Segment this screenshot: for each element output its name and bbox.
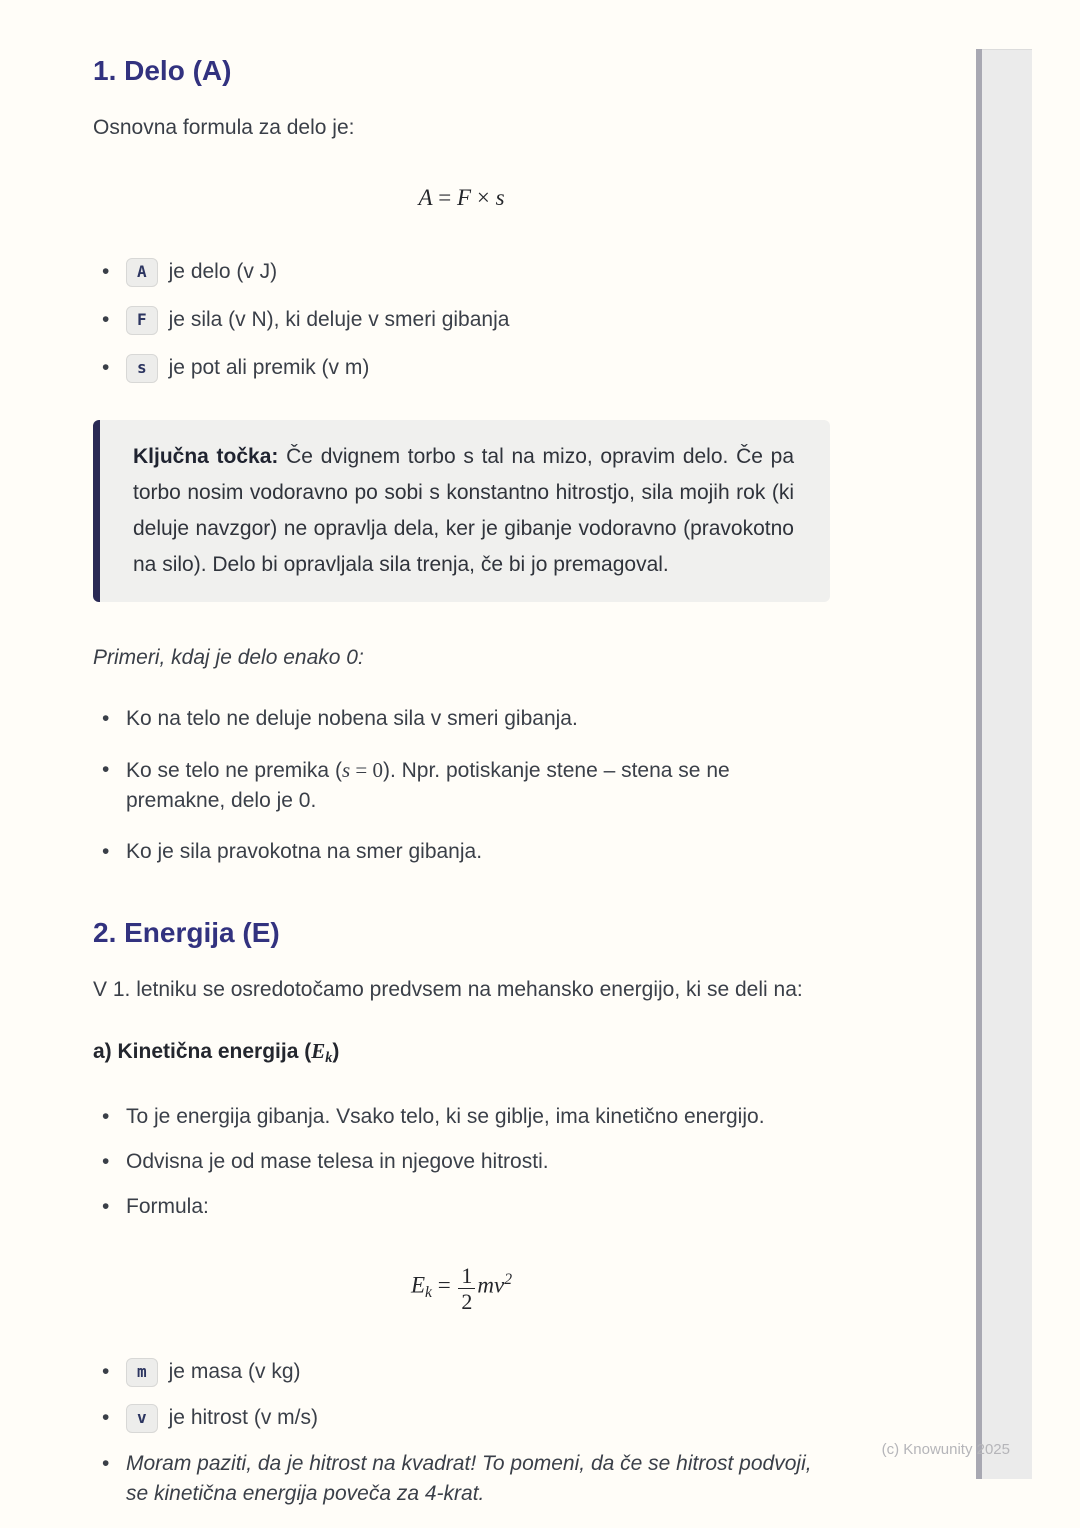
list-item [93, 353, 830, 384]
list-item [93, 837, 830, 867]
kinetic-energy-list [93, 1102, 830, 1222]
formula-var-mv: mv [477, 1272, 505, 1298]
scrollbar-track[interactable] [982, 49, 1032, 1479]
formula-equals: = [431, 1272, 457, 1298]
subheading-math-var: E [311, 1039, 326, 1063]
list-item [93, 1357, 830, 1388]
formula-equals: = [432, 185, 458, 210]
formula-var-F: F [457, 185, 472, 210]
list-item-text: To je energija gibanja. Vsako telo, ki se giblje, ima kinetično energijo. [126, 1104, 765, 1128]
formula-var-A: A [418, 185, 433, 210]
list-item [93, 305, 830, 336]
list-item [93, 755, 830, 816]
kinetic-energy-formula [93, 1264, 830, 1313]
watermark: (c) Knowunity 2025 [881, 1441, 1010, 1458]
list-item-text: je delo (v J) [168, 260, 278, 283]
fraction-numerator: 1 [458, 1264, 475, 1289]
list-item-note: Moram paziti, da je hitrost na kvadrat! To pomeni, da če se hitrost podvoji, se kinetična energija poveča za 4-krat. [126, 1452, 812, 1506]
list-item [93, 1403, 830, 1434]
list-item-text: Odvisna je od mase telesa in njegove hitrosti. [126, 1149, 549, 1173]
list-item [93, 1102, 830, 1132]
work-variables-list [93, 257, 830, 384]
subheading-text: ) [332, 1040, 340, 1063]
formula-exponent: 2 [504, 1270, 513, 1288]
list-item-text: je sila (v N), ki deluje v smeri gibanja [168, 308, 510, 331]
list-item [93, 1449, 830, 1509]
callout-text: Če dvignem torbo s tal na mizo, opravim delo. Če pa torbo nosim vodoravno po sobi s konstantno hitrostjo, sila mojih rok (ki deluje navzgor) ne opravlja dela, ker je gibanje vodoravno (pravokotno na silo). Delo bi opravljala sila trenja, če bi jo premagoval. [133, 445, 794, 576]
list-item-text: Ko na telo ne deluje nobena sila v smeri gibanja. [126, 707, 578, 730]
code-badge-A: A [126, 258, 158, 287]
list-item-text: je masa (v kg) [168, 1360, 301, 1384]
formula-var-s: s [495, 185, 505, 210]
code-badge-s: s [126, 354, 158, 383]
examples-title: Primeri, kdaj je delo enako 0: [93, 646, 364, 669]
energija-intro-text: V 1. letniku se osredotočamo predvsem na mehansko energijo, ki se deli na: [93, 978, 803, 1001]
inline-math-var: s [341, 758, 351, 782]
list-item-text: Ko je sila pravokotna na smer gibanja. [126, 840, 483, 863]
list-item-text: je hitrost (v m/s) [168, 1406, 318, 1430]
section-heading-energija: 2. Energija (E) [93, 917, 280, 948]
inline-math-rest: = 0 [350, 758, 383, 782]
work-formula [93, 185, 830, 211]
scrollbar-thumb[interactable] [976, 49, 982, 1479]
formula-sub-k: k [425, 1283, 432, 1301]
delo-intro-text: Osnovna formula za delo je: [93, 116, 355, 139]
kinetic-variables-list [93, 1357, 830, 1509]
subheading-text: a) Kinetična energija ( [93, 1040, 312, 1063]
formula-times: × [471, 185, 496, 210]
list-item-text: je pot ali premik (v m) [168, 356, 370, 379]
document-content [93, 0, 830, 1509]
list-item [93, 704, 830, 734]
subheading-math-sub: k [325, 1049, 333, 1066]
kinetic-energy-subheading [93, 1037, 830, 1072]
list-item [93, 1192, 830, 1222]
formula-var-E: E [410, 1272, 425, 1298]
list-item-text: ). Npr. potiskanje stene – stena se ne premakne, delo je 0. [126, 759, 730, 812]
fraction-denominator: 2 [461, 1289, 473, 1315]
list-item [93, 1147, 830, 1177]
list-item-text: Ko se telo ne premika ( [126, 759, 342, 782]
list-item-text: Formula: [126, 1194, 209, 1218]
zero-work-examples-list [93, 704, 830, 867]
code-badge-m: m [126, 1358, 158, 1387]
list-item [93, 257, 830, 288]
code-badge-v: v [126, 1404, 158, 1433]
code-badge-F: F [126, 306, 158, 335]
key-point-callout [93, 420, 830, 602]
callout-lead: Ključna točka: [133, 445, 279, 468]
section-heading-delo: 1. Delo (A) [93, 55, 232, 86]
fraction-one-half [458, 1264, 475, 1313]
